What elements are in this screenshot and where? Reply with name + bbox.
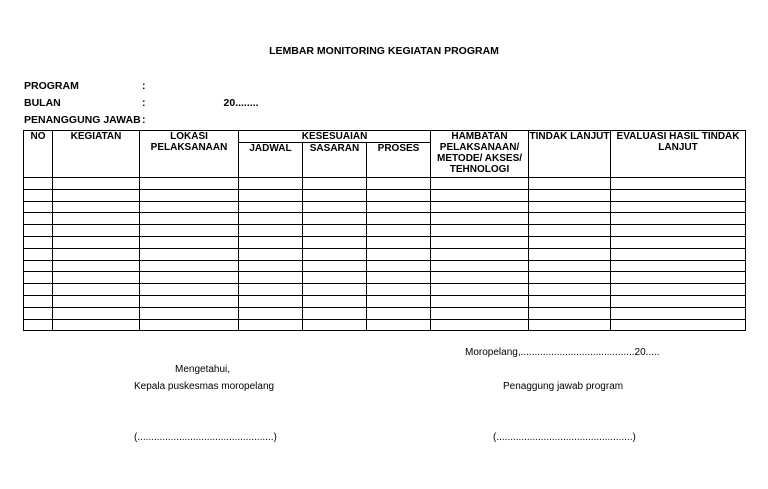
table-cell[interactable] bbox=[367, 260, 431, 272]
table-cell[interactable] bbox=[367, 201, 431, 213]
table-row bbox=[24, 284, 746, 296]
table-cell[interactable] bbox=[431, 284, 529, 296]
table-cell[interactable] bbox=[239, 284, 303, 296]
table-row bbox=[24, 236, 746, 248]
table-cell[interactable] bbox=[303, 307, 367, 319]
table-cell[interactable] bbox=[239, 178, 303, 190]
table-cell[interactable] bbox=[239, 307, 303, 319]
field-label: BULAN bbox=[24, 97, 61, 109]
table-cell[interactable] bbox=[529, 307, 611, 319]
header-jadwal: JADWAL bbox=[239, 143, 303, 178]
table-cell[interactable] bbox=[367, 213, 431, 225]
table-cell[interactable] bbox=[431, 201, 529, 213]
table-cell[interactable] bbox=[140, 295, 239, 307]
table-cell[interactable] bbox=[24, 307, 53, 319]
header-proses: PROSES bbox=[367, 143, 431, 178]
table-row bbox=[24, 225, 746, 237]
header-lokasi: LOKASI PELAKSANAAN bbox=[140, 131, 239, 178]
table-cell[interactable] bbox=[367, 284, 431, 296]
field-label: PROGRAM bbox=[24, 80, 79, 92]
table-cell[interactable] bbox=[611, 225, 746, 237]
table-cell[interactable] bbox=[431, 319, 529, 331]
table-cell[interactable] bbox=[303, 319, 367, 331]
place-date: Moropelang,.........................................20..... bbox=[465, 347, 660, 358]
table-cell[interactable] bbox=[611, 272, 746, 284]
table-cell[interactable] bbox=[140, 201, 239, 213]
table-cell[interactable] bbox=[303, 236, 367, 248]
field-label: PENANGGUNG JAWAB bbox=[24, 114, 141, 126]
table-cell[interactable] bbox=[431, 236, 529, 248]
field-bulan bbox=[24, 97, 259, 109]
table-cell[interactable] bbox=[303, 284, 367, 296]
table-cell[interactable] bbox=[303, 225, 367, 237]
table-cell[interactable] bbox=[367, 189, 431, 201]
program-officer-title: Penaggung jawab program bbox=[503, 381, 624, 392]
table-cell[interactable] bbox=[611, 284, 746, 296]
table-cell[interactable] bbox=[239, 201, 303, 213]
table-cell[interactable] bbox=[140, 248, 239, 260]
table-cell[interactable] bbox=[140, 284, 239, 296]
table-cell[interactable] bbox=[53, 284, 140, 296]
table-cell[interactable] bbox=[303, 295, 367, 307]
table-cell[interactable] bbox=[24, 272, 53, 284]
header-evaluasi: EVALUASI HASIL TINDAK LANJUT bbox=[611, 131, 746, 178]
table-cell[interactable] bbox=[431, 248, 529, 260]
table-cell[interactable] bbox=[239, 295, 303, 307]
table-cell[interactable] bbox=[529, 178, 611, 190]
table-cell[interactable] bbox=[53, 319, 140, 331]
header-hambatan: HAMBATAN PELAKSANAAN/ METODE/ AKSES/ TEHNOLOGI bbox=[431, 131, 529, 178]
table-row bbox=[24, 272, 746, 284]
table-cell[interactable] bbox=[611, 260, 746, 272]
table-cell[interactable] bbox=[140, 307, 239, 319]
table-cell[interactable] bbox=[611, 236, 746, 248]
table-cell[interactable] bbox=[24, 213, 53, 225]
header-sasaran: SASARAN bbox=[303, 143, 367, 178]
table-cell[interactable] bbox=[367, 248, 431, 260]
field-value: 20........ bbox=[223, 97, 259, 109]
table-cell[interactable] bbox=[367, 272, 431, 284]
table-cell[interactable] bbox=[611, 248, 746, 260]
table-cell[interactable] bbox=[529, 272, 611, 284]
table-cell[interactable] bbox=[24, 201, 53, 213]
table-cell[interactable] bbox=[529, 225, 611, 237]
table-cell[interactable] bbox=[367, 319, 431, 331]
table-cell[interactable] bbox=[140, 236, 239, 248]
table-row bbox=[24, 295, 746, 307]
table-cell[interactable] bbox=[24, 178, 53, 190]
table-cell[interactable] bbox=[367, 178, 431, 190]
table-cell[interactable] bbox=[53, 225, 140, 237]
table-cell[interactable] bbox=[53, 272, 140, 284]
table-cell[interactable] bbox=[611, 213, 746, 225]
table-row bbox=[24, 201, 746, 213]
table-cell[interactable] bbox=[611, 189, 746, 201]
table-cell[interactable] bbox=[53, 248, 140, 260]
field-colon: : bbox=[142, 114, 146, 126]
table-cell[interactable] bbox=[53, 189, 140, 201]
table-cell[interactable] bbox=[53, 295, 140, 307]
header-kesesuaian: KESESUAIAN bbox=[239, 131, 431, 143]
table-cell[interactable] bbox=[53, 201, 140, 213]
table-cell[interactable] bbox=[431, 307, 529, 319]
table-cell[interactable] bbox=[367, 225, 431, 237]
table-cell[interactable] bbox=[24, 225, 53, 237]
table-cell[interactable] bbox=[303, 272, 367, 284]
field-colon: : bbox=[142, 97, 146, 109]
table-cell[interactable] bbox=[529, 213, 611, 225]
field-colon: : bbox=[142, 80, 146, 92]
table-cell[interactable] bbox=[611, 307, 746, 319]
table-row bbox=[24, 189, 746, 201]
table-cell[interactable] bbox=[303, 189, 367, 201]
table-cell[interactable] bbox=[529, 189, 611, 201]
table-cell[interactable] bbox=[303, 248, 367, 260]
table-cell[interactable] bbox=[53, 178, 140, 190]
table-cell[interactable] bbox=[431, 178, 529, 190]
table-cell[interactable] bbox=[611, 178, 746, 190]
table-cell[interactable] bbox=[140, 260, 239, 272]
table-cell[interactable] bbox=[53, 307, 140, 319]
right-signature-line: (.................................................) bbox=[493, 432, 636, 443]
table-cell[interactable] bbox=[367, 236, 431, 248]
table-cell[interactable] bbox=[140, 272, 239, 284]
table-cell[interactable] bbox=[239, 319, 303, 331]
table-cell[interactable] bbox=[529, 284, 611, 296]
table-cell[interactable] bbox=[53, 260, 140, 272]
header-tindak-lanjut: TINDAK LANJUT bbox=[529, 131, 611, 178]
table-row bbox=[24, 307, 746, 319]
acknowledged-label: Mengetahui, bbox=[175, 364, 231, 375]
table-cell[interactable] bbox=[431, 189, 529, 201]
table-cell[interactable] bbox=[611, 201, 746, 213]
table-cell[interactable] bbox=[239, 213, 303, 225]
field-penanggung-jawab bbox=[24, 114, 146, 126]
table-cell[interactable] bbox=[239, 260, 303, 272]
table-cell[interactable] bbox=[431, 295, 529, 307]
left-signature-line: (.................................................) bbox=[134, 432, 277, 443]
table-cell[interactable] bbox=[24, 189, 53, 201]
table-cell[interactable] bbox=[24, 319, 53, 331]
table-cell[interactable] bbox=[303, 260, 367, 272]
table-row bbox=[24, 260, 746, 272]
table-cell[interactable] bbox=[24, 284, 53, 296]
document-title: LEMBAR MONITORING KEGIATAN PROGRAM bbox=[269, 45, 499, 57]
table-cell[interactable] bbox=[239, 236, 303, 248]
table-cell[interactable] bbox=[239, 189, 303, 201]
table-cell[interactable] bbox=[140, 178, 239, 190]
table-cell[interactable] bbox=[529, 260, 611, 272]
table-cell[interactable] bbox=[431, 213, 529, 225]
table-cell[interactable] bbox=[239, 248, 303, 260]
table-cell[interactable] bbox=[24, 248, 53, 260]
table-row bbox=[24, 248, 746, 260]
table-cell[interactable] bbox=[611, 295, 746, 307]
table-cell[interactable] bbox=[367, 307, 431, 319]
monitoring-table bbox=[23, 130, 746, 331]
table-cell[interactable] bbox=[529, 236, 611, 248]
table-cell[interactable] bbox=[529, 295, 611, 307]
table-cell[interactable] bbox=[303, 201, 367, 213]
table-cell[interactable] bbox=[24, 295, 53, 307]
table-cell[interactable] bbox=[53, 213, 140, 225]
table-cell[interactable] bbox=[611, 319, 746, 331]
field-program bbox=[24, 80, 146, 92]
table-cell[interactable] bbox=[431, 225, 529, 237]
table-row bbox=[24, 213, 746, 225]
table-cell[interactable] bbox=[431, 260, 529, 272]
table-cell[interactable] bbox=[24, 236, 53, 248]
table-cell[interactable] bbox=[140, 319, 239, 331]
header-kegiatan: KEGIATAN bbox=[53, 131, 140, 178]
table-cell[interactable] bbox=[239, 225, 303, 237]
table-cell[interactable] bbox=[367, 295, 431, 307]
table-cell[interactable] bbox=[529, 201, 611, 213]
table-cell[interactable] bbox=[140, 189, 239, 201]
header-no: NO bbox=[24, 131, 53, 178]
table-cell[interactable] bbox=[303, 178, 367, 190]
head-title: Kepala puskesmas moropelang bbox=[134, 381, 275, 392]
table-cell[interactable] bbox=[24, 260, 53, 272]
table-cell[interactable] bbox=[140, 213, 239, 225]
table-cell[interactable] bbox=[529, 319, 611, 331]
table-cell[interactable] bbox=[239, 272, 303, 284]
table-cell[interactable] bbox=[140, 225, 239, 237]
table-cell[interactable] bbox=[529, 248, 611, 260]
table-cell[interactable] bbox=[53, 236, 140, 248]
table-cell[interactable] bbox=[431, 272, 529, 284]
table-row bbox=[24, 178, 746, 190]
table-row bbox=[24, 319, 746, 331]
table-cell[interactable] bbox=[303, 213, 367, 225]
